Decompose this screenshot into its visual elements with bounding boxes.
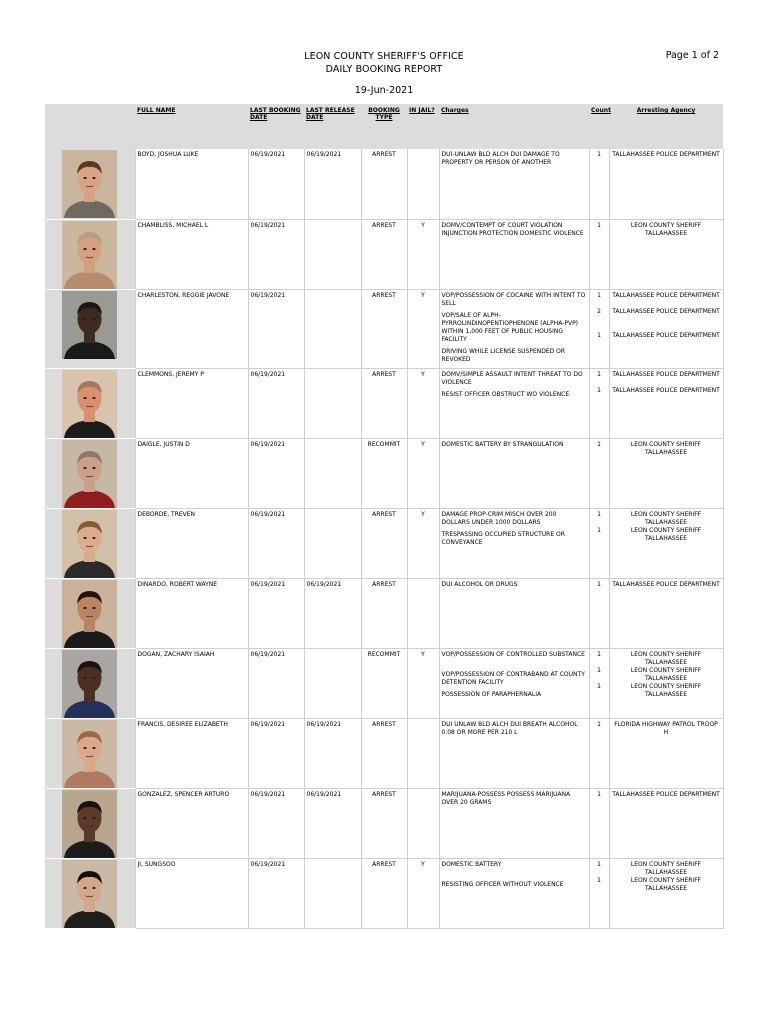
agency-cell [609,508,723,578]
booking-photo [62,221,117,289]
last-booking-date: 06/19/2021 [248,508,304,578]
charge-description: DUI ALCOHOL OR DRUGS [441,580,518,588]
booking-type: ARREST [361,289,407,368]
last-release-date: 06/19/2021 [304,578,361,648]
last-booking-date: 06/19/2021 [248,289,304,368]
charge-count: 1 [597,331,601,339]
photo-cell [45,648,135,718]
full-name: BOYD, JOSHUA LUKE [135,149,248,219]
charge-count: 1 [597,860,601,868]
arresting-agency: TALLAHASSEE POLICE DEPARTMENT [612,790,720,798]
booking-photo [62,790,117,858]
report-name: DAILY BOOKING REPORT [325,64,443,75]
in-jail [407,788,439,858]
count-cell [589,149,609,219]
last-booking-date: 06/19/2021 [248,368,304,438]
last-booking-date: 06/19/2021 [248,858,304,928]
table-row [45,858,723,928]
in-jail [407,149,439,219]
agency-cell [609,578,723,648]
arresting-agency: TALLAHASSEE POLICE DEPARTMENT [612,386,720,394]
arresting-agency: LEON COUNTY SHERIFF TALLAHASSEE [630,860,702,876]
charge-count: 1 [597,291,601,299]
in-jail: Y [407,648,439,718]
charges-cell [439,648,589,718]
booking-type: ARREST [361,219,407,289]
photo-cell [45,368,135,438]
booking-type: RECOMMIT [361,648,407,718]
full-name: GONZALEZ, SPENCER ARTURO [135,788,248,858]
photo-cell [45,578,135,648]
arresting-agency: TALLAHASSEE POLICE DEPARTMENT [612,307,720,315]
table-row [45,578,723,648]
charge-description: VOP/POSSESSION OF COCAINE WITH INTENT TO SELL [441,291,586,307]
agency-cell [609,648,723,718]
in-jail: Y [407,858,439,928]
table-row [45,219,723,289]
count-cell [589,578,609,648]
count-cell [589,648,609,718]
table-row [45,718,723,788]
last-booking-date: 06/19/2021 [248,788,304,858]
charge-description: VOP/SALE OF ALPH-PYRROLINDINOPENTIOPHENONE (ALPHA-PVP) WITHIN 1,000 FEET OF PUBLIC HOUSING FACILITY [441,311,579,343]
agency-cell [609,368,723,438]
count-cell [589,718,609,788]
charge-description: VOP/POSSESSION OF CONTROLLED SUBSTANCE [441,650,585,658]
col-in-jail: IN JAIL? [407,104,439,149]
charge-description: DOMV/SIMPLE ASSAULT INTENT THREAT TO DO VIOLENCE [441,370,583,386]
charge-description: DOMV/CONTEMPT OF COURT VIOLATION INJUNCTION PROTECTION DOMESTIC VIOLENCE [441,221,584,237]
col-charges: Charges [439,104,589,149]
charge-description: DUI UNLAW BLD ALCH DUI BREATH ALCOHOL 0.08 OR MORE PER 210 L [441,720,578,736]
booking-type: ARREST [361,368,407,438]
count-cell [589,289,609,368]
charges-cell [439,578,589,648]
last-release-date [304,219,361,289]
full-name: CHARLESTON, REGGIE JAVONE [135,289,248,368]
booking-type: ARREST [361,718,407,788]
agency-cell [609,438,723,508]
charge-count: 2 [597,307,601,315]
in-jail: Y [407,368,439,438]
charge-count: 1 [597,720,601,728]
agency-title: LEON COUNTY SHERIFF'S OFFICE [304,51,464,62]
charge-count: 1 [597,386,601,394]
report-date: 19-Jun-2021 [354,85,414,96]
charge-description: RESISTING OFFICER WITHOUT VIOLENCE [441,880,564,888]
charge-description: DUI-UNLAW BLD ALCH DUI DAMAGE TO PROPERTY OR PERSON OF ANOTHER [441,151,560,166]
in-jail: Y [407,508,439,578]
last-booking-date: 06/19/2021 [248,648,304,718]
booking-type: ARREST [361,149,407,219]
arresting-agency: FLORIDA HIGHWAY PATROL TROOP H [614,720,718,736]
booking-type: ARREST [361,788,407,858]
arresting-agency: LEON COUNTY SHERIFF TALLAHASSEE [630,526,702,542]
col-count: Count [589,104,609,149]
booking-photo [62,510,117,578]
report-title [0,50,768,76]
photo-cell [45,718,135,788]
full-name: CHAMBLISS, MICHAEL L [135,219,248,289]
full-name: CLEMMONS, JEREMY P [135,368,248,438]
in-jail [407,718,439,788]
booking-table [45,104,724,929]
photo-cell [45,858,135,928]
col-last-release-date: LAST RELEASE DATE [304,104,361,149]
full-name: DOGAN, ZACHARY ISAIAH [135,648,248,718]
last-release-date [304,648,361,718]
full-name: DEBORDE, TREVEN [135,508,248,578]
arresting-agency: TALLAHASSEE POLICE DEPARTMENT [612,331,720,339]
charges-cell [439,718,589,788]
charges-cell [439,219,589,289]
table-row [45,368,723,438]
col-last-booking-date: LAST BOOKING DATE [248,104,304,149]
last-release-date [304,858,361,928]
arresting-agency: LEON COUNTY SHERIFF TALLAHASSEE [630,876,702,892]
photo-cell [45,219,135,289]
full-name: JI, SUNGSOO [135,858,248,928]
last-booking-date: 06/19/2021 [248,219,304,289]
last-release-date: 06/19/2021 [304,788,361,858]
page-number: Page 1 of 2 [665,50,719,61]
charge-description: POSSESSION OF PARAPHERNALIA [441,690,542,698]
charges-cell [439,289,589,368]
booking-photo [62,580,117,648]
arresting-agency: TALLAHASSEE POLICE DEPARTMENT [612,151,720,158]
booking-type: ARREST [361,508,407,578]
agency-cell [609,788,723,858]
booking-type: RECOMMIT [361,438,407,508]
last-release-date [304,368,361,438]
charge-count: 1 [597,682,601,690]
charge-description: DOMESTIC BATTERY BY STRANGULATION [441,440,564,448]
agency-cell [609,289,723,368]
full-name: DAIGLE, JUSTIN D [135,438,248,508]
count-cell [589,438,609,508]
arresting-agency: TALLAHASSEE POLICE DEPARTMENT [612,580,720,588]
in-jail: Y [407,219,439,289]
table-row [45,788,723,858]
charge-count: 1 [597,440,601,448]
last-booking-date: 06/19/2021 [248,578,304,648]
arresting-agency: TALLAHASSEE POLICE DEPARTMENT [612,291,720,299]
agency-cell [609,718,723,788]
charge-count: 1 [597,790,601,798]
charge-description: RESIST OFFICER OBSTRUCT WO VIOLENCE [441,390,570,398]
charges-cell [439,149,589,219]
count-cell [589,788,609,858]
charge-count: 1 [597,650,601,658]
agency-cell [609,149,723,219]
col-booking-type: BOOKING TYPE [361,104,407,149]
photo-cell [45,438,135,508]
last-booking-date: 06/19/2021 [248,438,304,508]
charge-count: 1 [597,876,601,884]
booking-type: ARREST [361,858,407,928]
arresting-agency: LEON COUNTY SHERIFF TALLAHASSEE [630,682,702,698]
last-release-date [304,289,361,368]
charge-count: 1 [597,666,601,674]
col-photo [45,104,135,149]
count-cell [589,368,609,438]
col-arresting-agency: Arresting Agency [609,104,723,149]
charges-cell [439,858,589,928]
charge-count: 1 [597,370,601,378]
charge-description: DOMESTIC BATTERY [441,860,502,868]
photo-cell [45,149,135,219]
agency-cell [609,219,723,289]
last-release-date [304,508,361,578]
arresting-agency: LEON COUNTY SHERIFF TALLAHASSEE [630,440,702,456]
in-jail [407,578,439,648]
full-name: DINARDO, ROBERT WAYNE [135,578,248,648]
booking-photo [62,291,117,359]
last-booking-date: 06/19/2021 [248,149,304,219]
booking-photo [62,440,117,508]
last-release-date: 06/19/2021 [304,718,361,788]
charge-count: 1 [597,221,601,229]
table-row [45,149,723,219]
arresting-agency: LEON COUNTY SHERIFF TALLAHASSEE [630,666,702,682]
table-header-row [45,104,723,149]
table-row [45,648,723,718]
photo-cell [45,788,135,858]
count-cell [589,858,609,928]
in-jail: Y [407,438,439,508]
booking-photo [62,370,117,438]
last-release-date [304,438,361,508]
last-booking-date: 06/19/2021 [248,718,304,788]
booking-photo [62,150,117,218]
in-jail: Y [407,289,439,368]
col-full-name: FULL NAME [135,104,248,149]
booking-photo [62,860,117,928]
arresting-agency: TALLAHASSEE POLICE DEPARTMENT [612,370,720,378]
charges-cell [439,508,589,578]
charge-count: 1 [597,151,601,158]
last-release-date: 06/19/2021 [304,149,361,219]
charge-count: 1 [597,510,601,518]
charge-count: 1 [597,580,601,588]
table-row [45,289,723,368]
full-name: FRANCIS, DESIREE ELIZABETH [135,718,248,788]
charges-cell [439,788,589,858]
charge-description: MARIJUANA-POSSESS POSSESS MARIJUANA OVER 20 GRAMS [441,790,571,806]
photo-cell [45,289,135,368]
charges-cell [439,368,589,438]
charges-cell [439,438,589,508]
booking-photo [62,720,117,788]
charge-description: TRESPASSING OCCUPIED STRUCTURE OR CONVEYANCE [441,530,565,546]
table-row [45,438,723,508]
charge-description: DAMAGE PROP-CRIM MISCH OVER 200 DOLLARS UNDER 1000 DOLLARS [441,510,557,526]
arresting-agency: LEON COUNTY SHERIFF TALLAHASSEE [630,650,702,666]
charge-description: VOP/POSSESSION OF CONTRABAND AT COUNTY DETENTION FACILITY [441,670,585,686]
booking-type: ARREST [361,578,407,648]
table-row [45,508,723,578]
count-cell [589,508,609,578]
charge-description: DRIVING WHILE LICENSE SUSPENDED OR REVOKED [441,347,566,363]
arresting-agency: LEON COUNTY SHERIFF TALLAHASSEE [630,510,702,526]
booking-photo [62,650,117,718]
count-cell [589,219,609,289]
photo-cell [45,508,135,578]
agency-cell [609,858,723,928]
charge-count: 1 [597,526,601,534]
arresting-agency: LEON COUNTY SHERIFF TALLAHASSEE [630,221,702,237]
